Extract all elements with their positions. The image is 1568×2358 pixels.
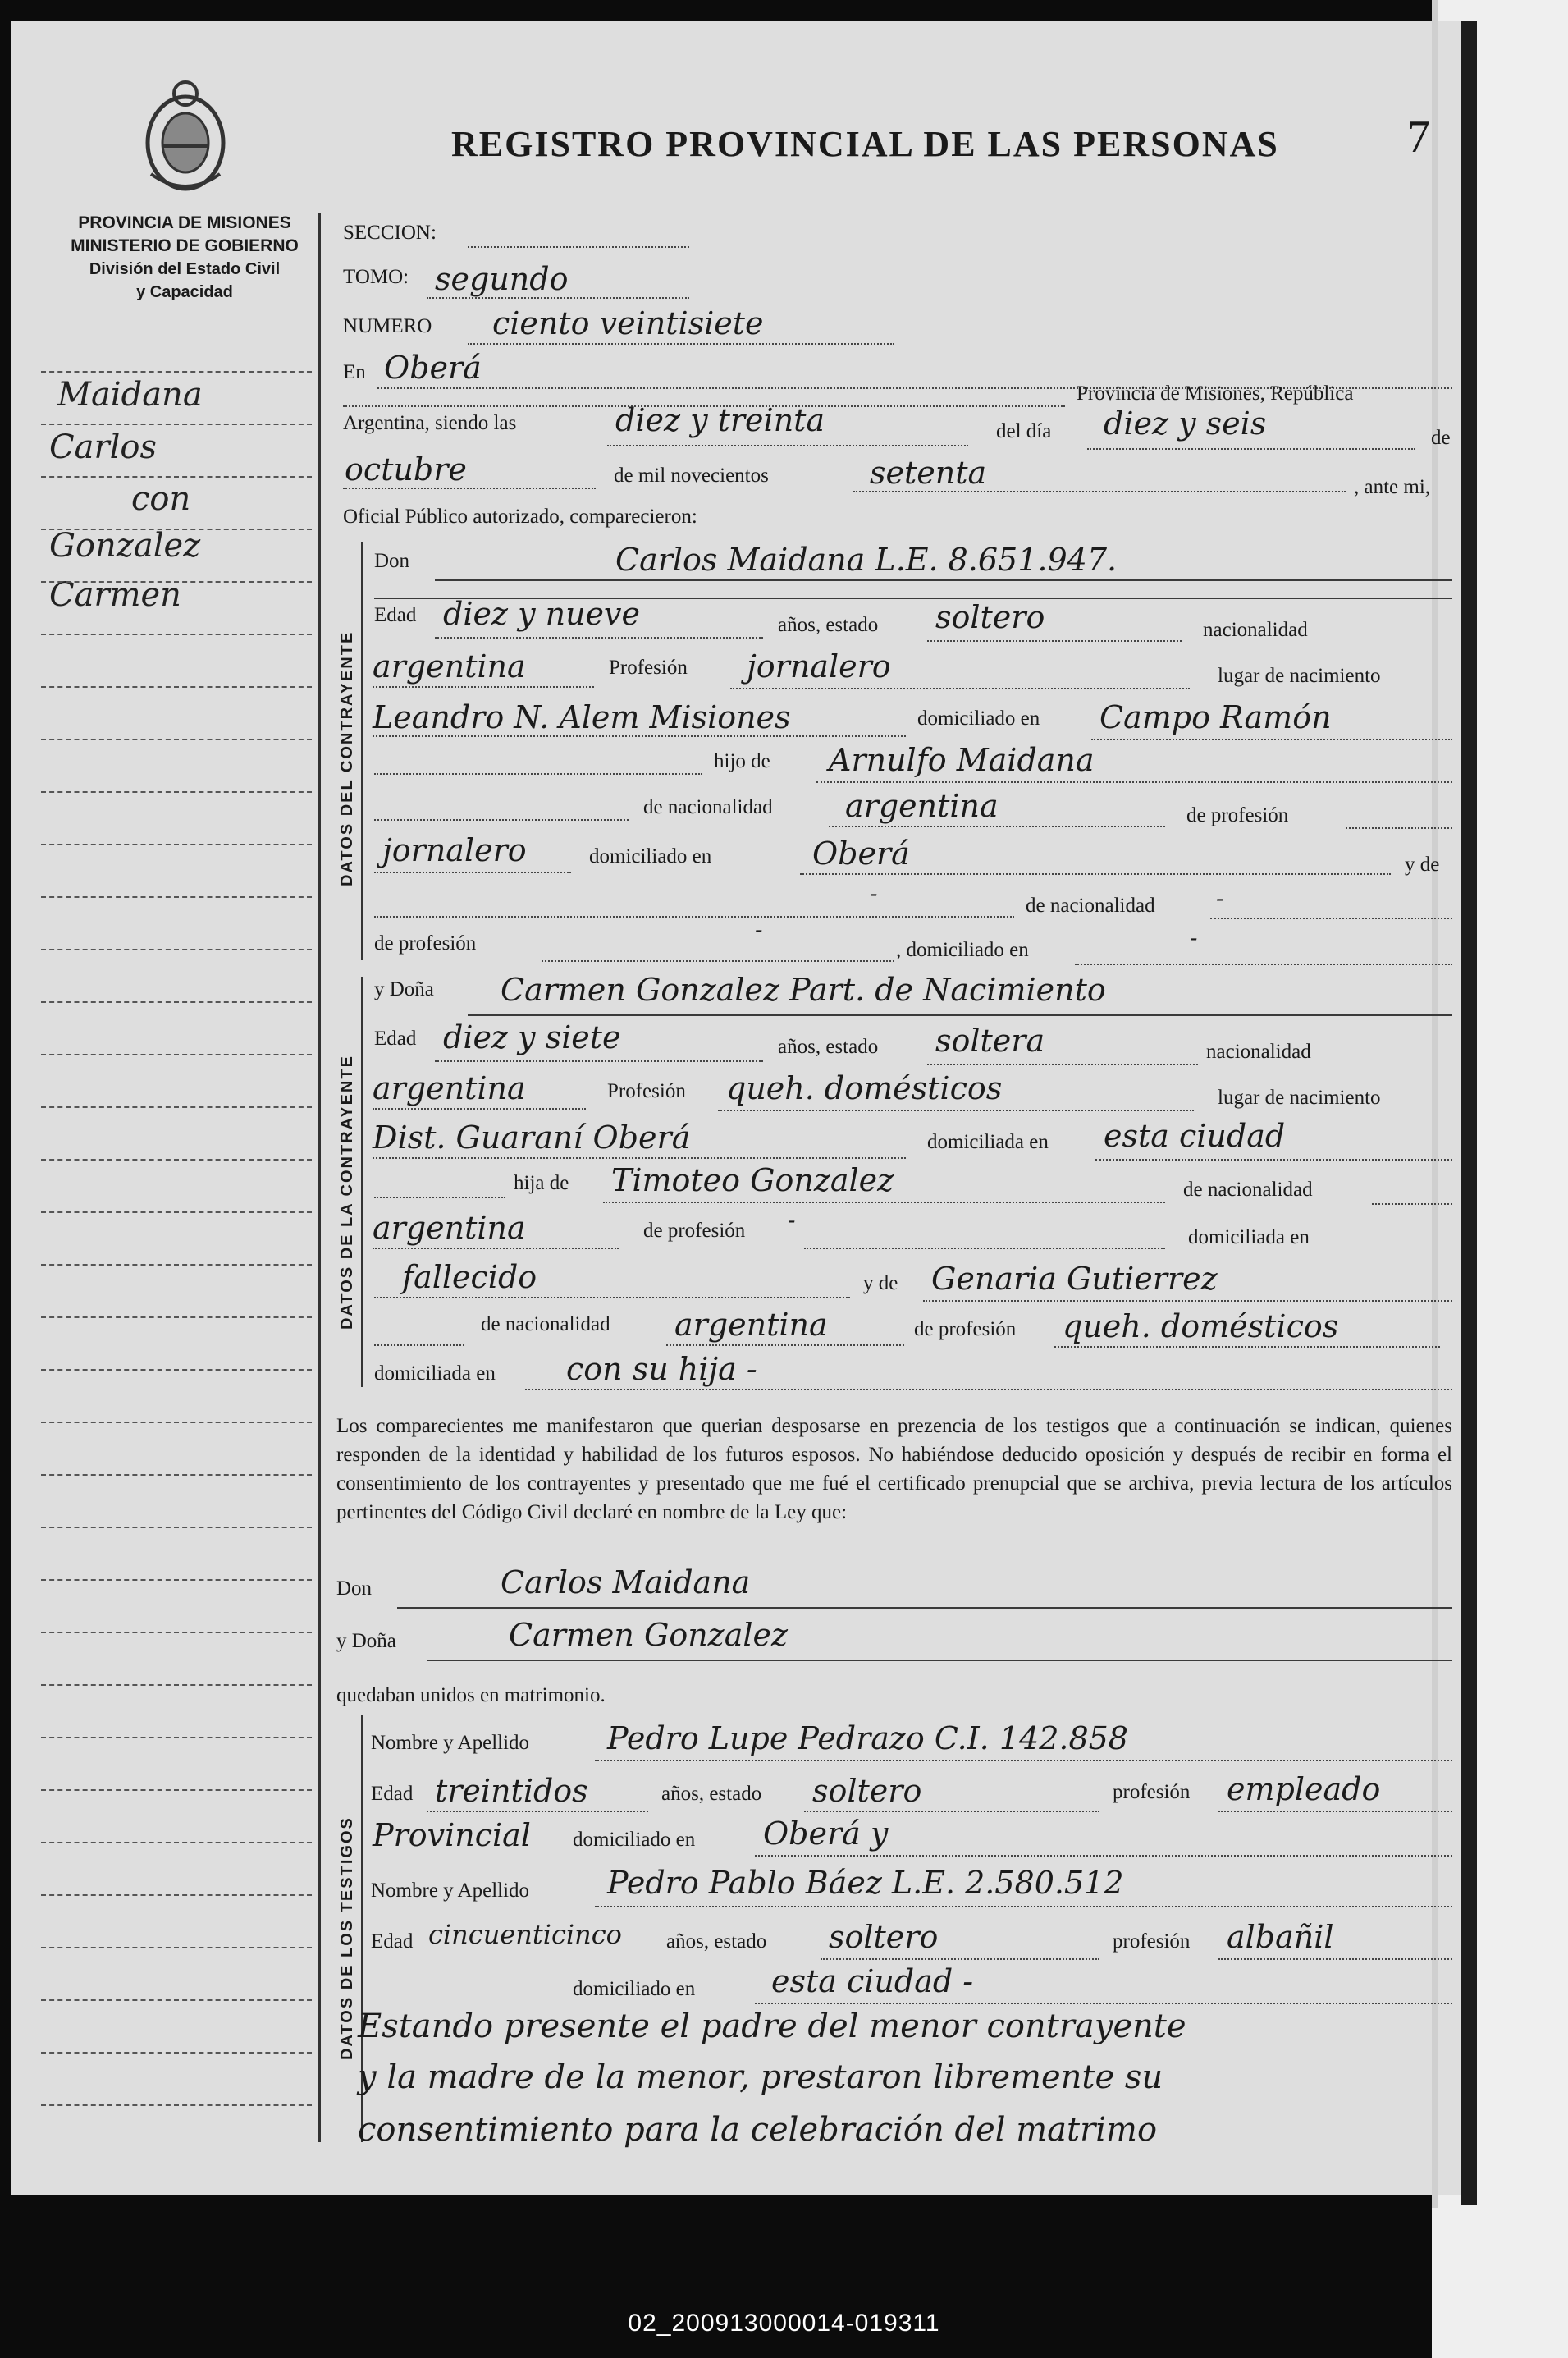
padre-nac-line2 [373, 1248, 619, 1249]
don-label: Don [374, 550, 410, 572]
seccion-line [468, 246, 689, 248]
contrayenta-domicilio: esta ciudad [1104, 1118, 1286, 1154]
contrayente-madre-dom: - [1190, 924, 1198, 951]
madre-prof-line [1054, 1346, 1440, 1348]
contrayente-lugar: Leandro N. Alem Misiones [373, 699, 791, 735]
contrayenta-madre-nac: argentina [674, 1307, 828, 1343]
provincia-text: Provincia de Misiones, República [1077, 382, 1354, 405]
padre-prof-line [804, 1248, 1165, 1249]
closing-note-line: consentimiento para la celebración del matrimo [358, 2111, 1158, 2149]
contrayente-nombre: Carlos Maidana L.E. 8.651.947. [615, 542, 1118, 578]
contrayenta-nacionalidad: argentina [373, 1070, 526, 1106]
domicilio-line [1095, 1159, 1452, 1161]
madre-line [923, 1300, 1452, 1302]
t2-nombre-label: Nombre y Apellido [371, 1880, 530, 1902]
margin-ruled-line [41, 2052, 312, 2054]
seccion-label: SECCION: [343, 222, 437, 244]
margin-note-line: Maidana [57, 376, 203, 414]
padre-nac-line [1372, 1203, 1452, 1205]
closing-note-line: Estando presente el padre del menor contrayente [358, 2008, 1186, 2045]
t2-dom-label: domiciliado en [573, 1978, 696, 2000]
testigo2-domicilio: esta ciudad - [771, 1963, 974, 1999]
don-label: Don [336, 1577, 373, 1600]
contrayenta-padre-dom: fallecido [402, 1259, 537, 1295]
blank-line [374, 819, 629, 821]
contrayente-nombre-line [435, 579, 1452, 581]
dia-value: diez y seis [1104, 405, 1267, 442]
madre-prof-label: de profesión [914, 1318, 1017, 1340]
coat-of-arms-icon [138, 76, 233, 199]
contrayente-madre-dash: - [870, 880, 878, 907]
dia-line [1087, 448, 1415, 450]
t1-edad-line [427, 1811, 648, 1812]
contrayente-madre-prof: - [755, 916, 763, 943]
contrayenta-madre: Genaria Gutierrez [931, 1261, 1218, 1297]
nacionalidad-line [373, 1108, 586, 1110]
de-label: de [1431, 427, 1451, 449]
testigos-side-label: DATOS DE LOS TESTIGOS [338, 1816, 356, 2060]
margin-ruled-line [41, 1842, 312, 1843]
tomo-label: TOMO: [343, 266, 409, 288]
ante-mi-text: , ante mi, [1354, 476, 1431, 498]
en-label: En [343, 361, 366, 383]
domiciliada-label: domiciliada en [927, 1131, 1049, 1153]
unidos-text: quedaban unidos en matrimonio. [336, 1684, 606, 1706]
margin-ruled-line [41, 1632, 312, 1633]
padre-nac-label: de nacionalidad [643, 796, 773, 818]
del-dia-label: del día [996, 420, 1052, 442]
contrayenta-side-label: DATOS DE LA CONTRAYENTE [338, 1055, 356, 1330]
margin-ruled-line [41, 1001, 312, 1003]
testigo1-nombre: Pedro Lupe Pedrazo C.I. 142.858 [607, 1720, 1128, 1756]
padre-prof-label: de profesión [643, 1220, 746, 1242]
contrayente-bracket [361, 542, 363, 960]
contrayenta-edad: diez y siete [443, 1019, 621, 1055]
madre-dom-label: domiciliada en [374, 1362, 496, 1385]
t1-anios-label: años, estado [661, 1783, 762, 1805]
dona-label: y Doña [336, 1630, 396, 1652]
testigo2-nombre: Pedro Pablo Báez L.E. 2.580.512 [607, 1865, 1124, 1901]
anio-value: setenta [870, 455, 987, 491]
page-edge [1432, 0, 1438, 2208]
numero-label: NUMERO [343, 315, 432, 337]
declaration-don-line [397, 1607, 1452, 1609]
mil-label: de mil novecientos [614, 465, 769, 487]
declaration-dona-line [427, 1660, 1452, 1661]
padre-prof-line2 [374, 872, 571, 873]
margin-ruled-line [41, 1947, 312, 1948]
testigo2-profesion: albañil [1227, 1919, 1334, 1955]
issuing-office [45, 212, 324, 304]
margin-ruled-line [41, 1106, 312, 1108]
margin-divider [318, 213, 321, 2142]
mes-value: octubre [345, 451, 467, 488]
t1-prof-line [1218, 1811, 1452, 1812]
contrayenta-madre-dom: con su hija - [566, 1351, 757, 1387]
page-title: REGISTRO PROVINCIAL DE LAS PERSONAS [451, 124, 1279, 164]
lugar-value: Oberá [384, 350, 482, 386]
declaration-dona: Carmen Gonzalez [509, 1617, 789, 1653]
contrayenta-estado: soltera [935, 1023, 1045, 1059]
anio-line [853, 491, 1346, 492]
hora-line [607, 445, 968, 446]
contrayente-padre: Arnulfo Maidana [829, 742, 1095, 778]
t2-anios-label: años, estado [666, 1930, 767, 1953]
madre-line [374, 916, 1014, 918]
madre-nac-label: de nacionalidad [481, 1313, 610, 1335]
margin-note-line: Gonzalez [49, 527, 201, 565]
madre-nac-line [1210, 918, 1452, 919]
padre-dom-label: domiciliado en [589, 845, 712, 868]
contrayenta-profesion: queh. domésticos [726, 1070, 1003, 1106]
testigo1-domicilio: Oberá y [763, 1815, 889, 1852]
image-id-caption: 02_200913000014-019311 [628, 2310, 940, 2337]
contrayenta-padre-nac: argentina [373, 1210, 526, 1246]
y-de-label: y de [1405, 854, 1440, 876]
padre-prof-line [1346, 827, 1452, 829]
contrayente-madre-nac: - [1216, 885, 1224, 912]
contrayente-edad: diez y nueve [443, 596, 641, 632]
anios-estado-label: años, estado [778, 614, 879, 636]
profesion-line [730, 688, 1190, 689]
oficial-text: Oficial Público autorizado, comparecieron: [343, 506, 697, 528]
contrayente-padre-prof: jornalero [382, 832, 527, 868]
office-line: División del Estado Civil [89, 260, 281, 278]
office-line: y Capacidad [136, 283, 233, 301]
contrayente-mujer-bracket [361, 977, 363, 1387]
contrayente-padre-nac: argentina [845, 788, 999, 824]
contrayente-side-label: DATOS DEL CONTRAYENTE [338, 630, 356, 886]
contrayenta-nombre-line [468, 1014, 1452, 1016]
margin-ruled-line [41, 949, 312, 950]
mes-line [343, 488, 596, 489]
margin-ruled-line [41, 1316, 312, 1318]
tomo-line [427, 297, 689, 299]
t1-dom-line [755, 1855, 1452, 1857]
padre-line [603, 1202, 1165, 1203]
margin-ruled-line [41, 1211, 312, 1213]
edad-label: Edad [374, 1028, 417, 1050]
margin-ruled-line [41, 476, 312, 478]
margin-ruled-line [41, 686, 312, 688]
anios-estado-label: años, estado [778, 1036, 879, 1058]
hija-de-label: hija de [514, 1172, 569, 1194]
margin-ruled-line [41, 424, 312, 425]
margin-ruled-line [41, 2104, 312, 2106]
margin-ruled-line [41, 1894, 312, 1896]
padre-line [816, 781, 1452, 783]
t2-nombre-line [595, 1906, 1452, 1907]
madre-nac-label: de nacionalidad [1026, 895, 1155, 917]
contrayenta-padre: Timoteo Gonzalez [611, 1162, 894, 1198]
testigo1-edad: treintidos [435, 1773, 588, 1809]
t2-prof-line [1218, 1958, 1452, 1960]
margin-ruled-line [41, 1999, 312, 2001]
margin-note-line: Carlos [49, 428, 157, 466]
y-de-label: y de [863, 1272, 898, 1294]
t1-edad-label: Edad [371, 1783, 414, 1805]
madre-dom-line [525, 1389, 1452, 1390]
margin-ruled-line [41, 371, 312, 373]
margin-ruled-line [41, 1054, 312, 1055]
profesion-line [718, 1110, 1194, 1111]
contrayente-padre-dom: Oberá [812, 836, 910, 872]
book-spine [1461, 21, 1477, 2205]
contrayente-nacionalidad: argentina [373, 648, 526, 685]
testigo1-profesion-cont: Provincial [373, 1817, 531, 1853]
margin-ruled-line [41, 1474, 312, 1476]
edad-line [435, 1060, 763, 1062]
margin-ruled-line [41, 1369, 312, 1371]
closing-note-line: y la madre de la menor, prestaron libremente su [358, 2058, 1163, 2096]
contrayenta-nombre: Carmen Gonzalez Part. de Nacimiento [501, 972, 1106, 1008]
margin-ruled-line [41, 739, 312, 740]
blank-line [374, 1197, 505, 1198]
margin-ruled-line [41, 896, 312, 898]
t2-edad-label: Edad [371, 1930, 414, 1953]
margin-ruled-line [41, 1579, 312, 1581]
padre-nac-line [829, 826, 1165, 827]
madre-nac-line [666, 1344, 904, 1346]
t1-dom-label: domiciliado en [573, 1829, 696, 1851]
margin-ruled-line [41, 1737, 312, 1738]
t1-prof-label: profesión [1113, 1781, 1191, 1803]
blank-line [374, 1344, 464, 1346]
t2-estado-line [821, 1958, 1099, 1960]
lugar-line [373, 735, 906, 737]
domicilio-line [1091, 739, 1452, 740]
nacionalidad-line [373, 686, 594, 688]
margin-ruled-line [41, 1527, 312, 1528]
contrayenta-madre-prof: queh. domésticos [1063, 1308, 1339, 1344]
office-line: PROVINCIA DE MISIONES [78, 213, 291, 232]
padre-dom-label: domiciliada en [1188, 1226, 1310, 1248]
t1-nombre-line [595, 1760, 1452, 1761]
argentina-text: Argentina, siendo las [343, 412, 517, 434]
hijo-de-label: hijo de [714, 750, 770, 772]
padre-nac-label: de nacionalidad [1183, 1179, 1313, 1201]
margin-ruled-line [41, 1684, 312, 1686]
padre-dom-line [800, 873, 1391, 875]
padre-dom-line [374, 1297, 850, 1298]
t2-dom-line [755, 2003, 1452, 2004]
numero-line [468, 343, 894, 345]
madre-dom-line [1075, 964, 1452, 965]
office-line: MINISTERIO DE GOBIERNO [71, 236, 299, 255]
t2-prof-label: profesión [1113, 1930, 1191, 1953]
domiciliado-label: domiciliado en [917, 707, 1040, 730]
lugar-nacimiento-label: lugar de nacimiento [1218, 665, 1381, 687]
contrayenta-padre-prof-dash: - [788, 1206, 796, 1234]
hora-value: diez y treinta [615, 402, 825, 438]
madre-dom-label: , domiciliado en [896, 939, 1029, 961]
tomo-value: segundo [435, 261, 569, 297]
nacionalidad-label: nacionalidad [1203, 619, 1308, 641]
page-number: 7 [1407, 112, 1430, 163]
margin-ruled-line [41, 529, 312, 530]
t1-nombre-label: Nombre y Apellido [371, 1732, 530, 1754]
profesion-label: Profesión [609, 657, 688, 679]
margin-note-line: con [131, 480, 191, 518]
declaration-paragraph: Los comparecientes me manifestaron que querian desposarse en prezencia de los testigos que a continuación se indican, quienes responden de la identidad y habilidad de los futuros esposos. No habiéndose deducido oposición y después de recibir en forma el consentimiento de los contrayentes y presentado que me fué el certificado prenupcial que se archiva, previa lectura de los artículos pertinentes del Código Civil declaré en nombre de la Ley que: [336, 1415, 1452, 1523]
edad-label: Edad [374, 604, 417, 626]
declaration-don: Carlos Maidana [501, 1564, 751, 1600]
edad-line [435, 637, 763, 639]
contrayente-estado: soltero [935, 599, 1045, 635]
testigo2-edad: cincuenticinco [428, 1919, 622, 1950]
lugar-line [373, 1157, 906, 1159]
dona-label: y Doña [374, 978, 434, 1000]
margin-ruled-line [41, 1264, 312, 1266]
blank-line [374, 773, 702, 775]
contrayente-domicilio: Campo Ramón [1099, 699, 1332, 735]
padre-prof-label: de profesión [1186, 804, 1289, 826]
margin-ruled-line [41, 844, 312, 845]
madre-prof-line [542, 960, 894, 962]
margin-ruled-line [41, 1789, 312, 1791]
margin-ruled-line [41, 1159, 312, 1161]
testigo1-estado: soltero [812, 1773, 922, 1809]
t1-estado-line [804, 1811, 1099, 1812]
nacionalidad-label: nacionalidad [1206, 1041, 1311, 1063]
margin-ruled-line [41, 1422, 312, 1423]
margin-ruled-line [41, 791, 312, 793]
margin-ruled-line [41, 634, 312, 635]
testigo1-profesion: empleado [1227, 1771, 1381, 1807]
margin-note-line: Carmen [49, 576, 181, 614]
numero-value: ciento veintisiete [492, 305, 764, 341]
estado-line [927, 1064, 1198, 1065]
lugar-nacimiento-label: lugar de nacimiento [1218, 1087, 1381, 1109]
estado-line [927, 640, 1182, 642]
contrayenta-lugar: Dist. Guaraní Oberá [373, 1119, 691, 1156]
contrayente-profesion: jornalero [747, 648, 891, 685]
profesion-label: Profesión [607, 1080, 686, 1102]
madre-prof-label: de profesión [374, 932, 477, 955]
testigo2-estado: soltero [829, 1919, 939, 1955]
margin-ruled-line [41, 581, 312, 583]
